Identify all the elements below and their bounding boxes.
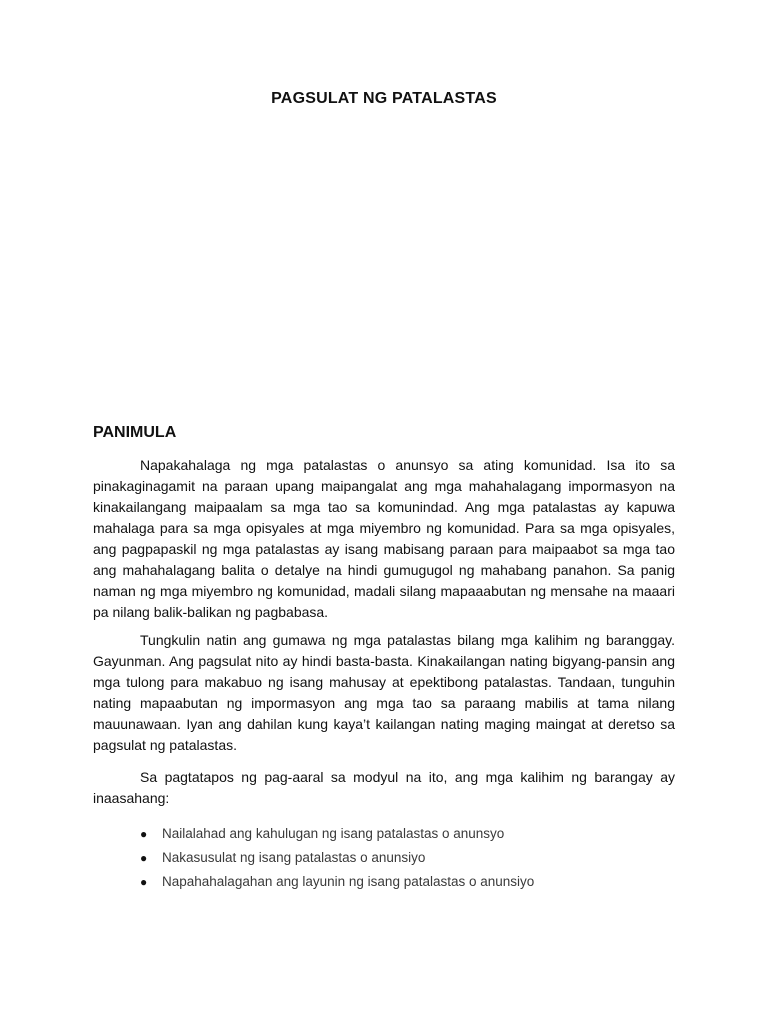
section-heading-panimula: PANIMULA bbox=[93, 424, 177, 441]
objective-text: Napahahalagahan ang layunin ng isang patalastas o anunsiyo bbox=[162, 874, 535, 889]
paragraph-intro: Napakahalaga ng mga patalastas o anunsyo sa ating komunidad. Isa ito sa pinakaginagamit na paraan upang maipangalat ang mga mahahalagang impormasyon na kinakailangang maipaalam sa mga tao sa komunindad. Ang mga patalastas ay kapuwa mahalaga para sa mga opisyales at mga miyembro ng komunidad. Para sa mga opisyales, ang pagpapaskil ng mga patalastas ay isang mabisang paraan para maipaabot sa mga tao ang mahahalagang balita o detalye na hindi gumugugol ng mahabang panahon. Sa panig naman ng mga miyembro ng komunidad, madali silang mapaaabutan ng mensahe na maaari pa nilang balik-balikan ng pagbabasa. bbox=[93, 457, 675, 620]
objectives-list bbox=[140, 822, 534, 894]
paragraph-objectives-lead: Sa pagtatapos ng pag-aaral sa modyul na ito, ang mga kalihim ng barangay ay inaasahang: bbox=[93, 769, 675, 806]
bullet-icon: ● bbox=[140, 851, 148, 865]
list-item bbox=[140, 870, 534, 894]
bullet-icon: ● bbox=[140, 827, 148, 841]
bullet-icon: ● bbox=[140, 875, 148, 889]
paragraph-duties: Tungkulin natin ang gumawa ng mga patalastas bilang mga kalihim ng baranggay. Gayunman. Ang pagsulat nito ay hindi basta-basta. Kinakailangan nating bigyang-pansin ang mga tulong para makabuo ng isang mahusay at epektibong patalastas. Tandaan, tunguhin nating mapaabutan ng impormasyon ang mga tao sa paraang mabilis at tama nilang mauunawaan. Iyan ang dahilan kung kaya’t kailangan nating maging maingat at deretso sa pagsulat ng patalastas. bbox=[93, 632, 675, 753]
objective-text: Nailalahad ang kahulugan ng isang patalastas o anunsyo bbox=[162, 826, 505, 841]
objective-text: Nakasusulat ng isang patalastas o anunsiyo bbox=[162, 850, 426, 865]
list-item bbox=[140, 846, 534, 870]
list-item bbox=[140, 822, 534, 846]
document-title: PAGSULAT NG PATALASTAS bbox=[271, 90, 497, 107]
